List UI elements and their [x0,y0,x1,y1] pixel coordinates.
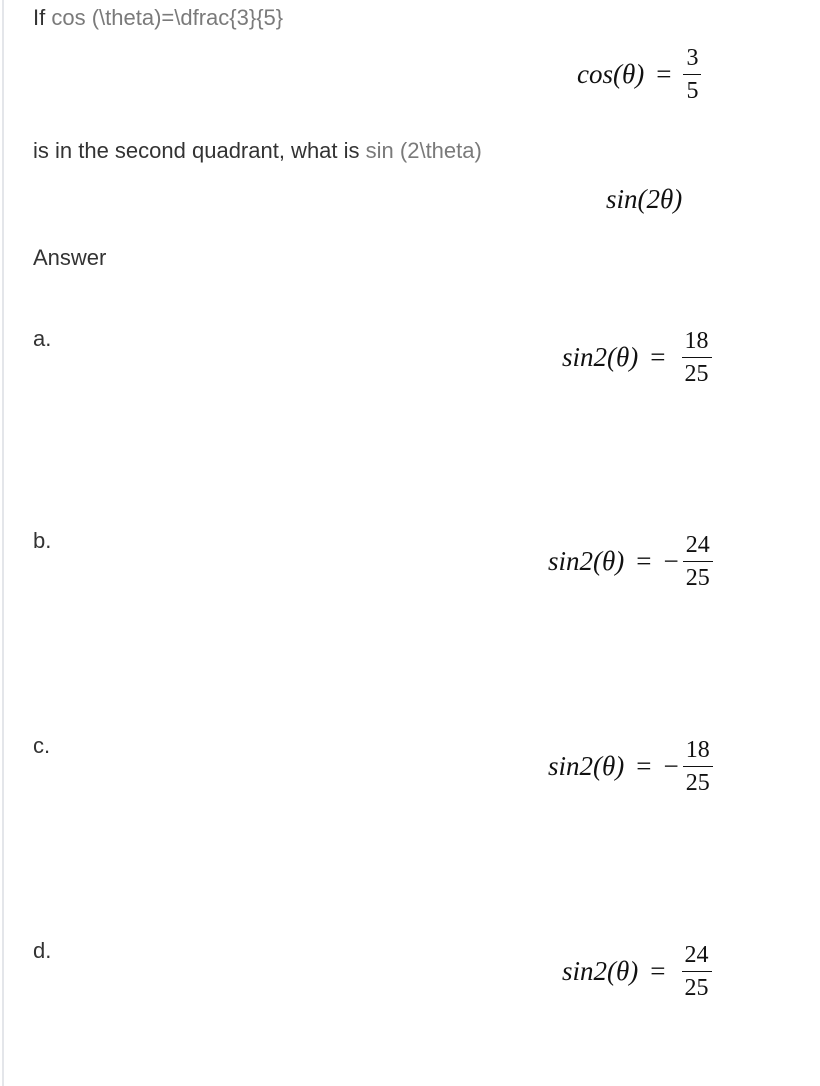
option-b-letter[interactable]: b. [33,528,52,553]
target-expression: sin(2θ) [606,184,683,214]
question-line-1 [33,5,283,31]
numerator: 18 [682,328,712,358]
option-lhs: sin2(θ) [562,956,639,987]
option-a-equation[interactable] [562,328,712,388]
option-c-equation[interactable] [548,737,713,797]
answer-label: Answer [33,245,107,270]
denominator: 25 [684,975,709,1002]
numerator: 18 [683,737,713,767]
option-d-letter[interactable]: d. [33,938,52,963]
denominator: 25 [685,770,710,797]
minus-sign: − [663,751,679,782]
denominator: 25 [684,361,709,388]
equals-sign: = [636,546,652,577]
denominator: 25 [685,565,710,592]
option-lhs: sin2(θ) [562,342,639,373]
equals-sign: = [656,59,672,90]
given-lhs: cos(θ) [577,59,645,90]
minus-sign: − [663,546,679,577]
question-line-2 [33,138,482,164]
equals-sign: = [650,342,666,373]
denominator: 5 [686,78,699,105]
given-equation [577,45,701,105]
left-border [2,0,4,1086]
option-fraction [683,737,713,797]
option-fraction [683,532,713,592]
option-d-equation[interactable] [562,942,712,1002]
question-latex-cos: cos (\theta)=\dfrac{3}{5} [51,5,284,30]
equals-sign: = [650,956,666,987]
option-lhs: sin2(θ) [548,751,625,782]
question-text: is in the second quadrant, what is [33,138,360,163]
option-c-letter[interactable]: c. [33,733,51,758]
numerator: 24 [682,942,712,972]
given-fraction [683,45,701,105]
numerator: 3 [683,45,701,75]
numerator: 24 [683,532,713,562]
question-prefix: If [33,5,46,30]
option-a-letter[interactable]: a. [33,326,52,351]
option-lhs: sin2(θ) [548,546,625,577]
equals-sign: = [636,751,652,782]
option-fraction [682,942,712,1002]
question-latex-sin: sin (2\theta) [365,138,482,163]
option-b-equation[interactable] [548,532,713,592]
option-fraction [682,328,712,388]
